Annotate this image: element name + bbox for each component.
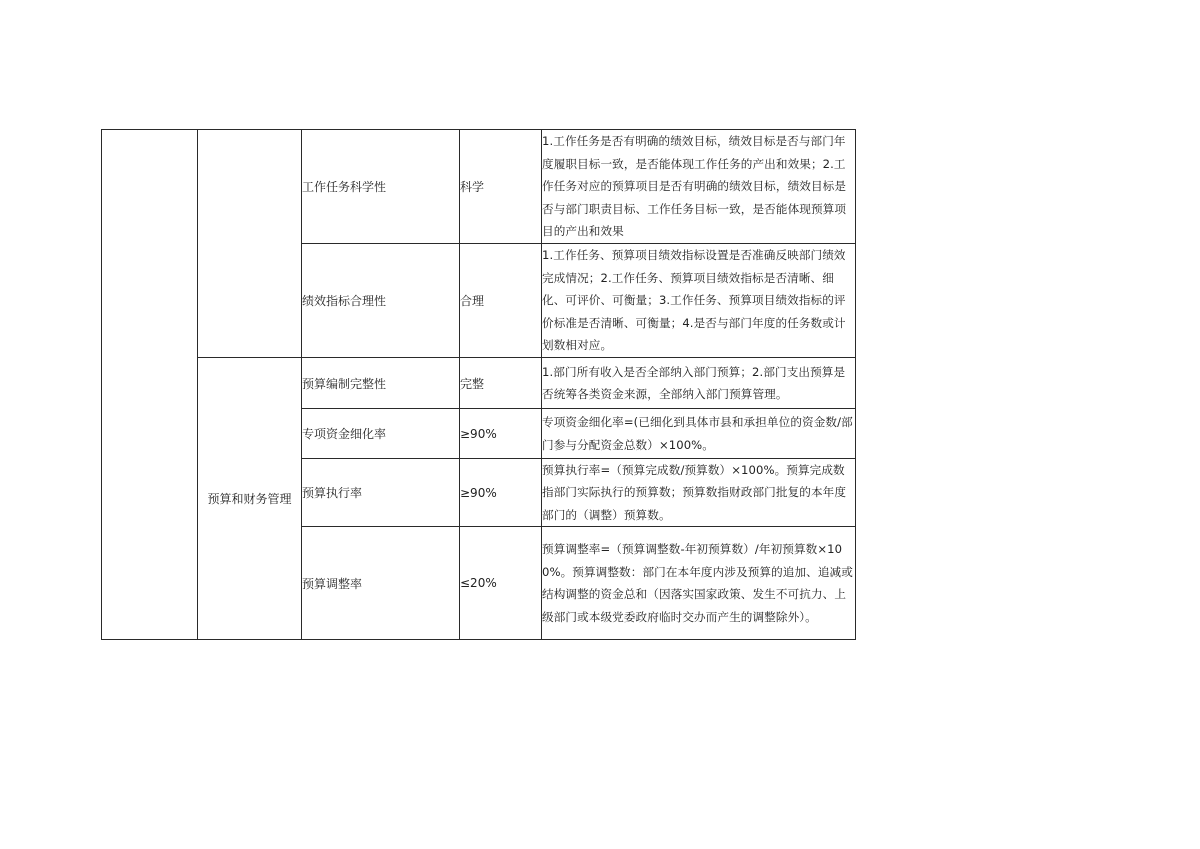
indicator-standard: 科学 bbox=[460, 130, 542, 244]
indicator-name: 绩效指标合理性 bbox=[302, 244, 460, 358]
indicator-description: 预算执行率=（预算完成数/预算数）×100%。预算完成数指部门实际执行的预算数；预算数指财政部门批复的本年度部门的（调整）预算数。 bbox=[542, 463, 847, 522]
category-label: 预算和财务管理 bbox=[207, 491, 292, 506]
indicator-name: 预算编制完整性 bbox=[302, 358, 460, 409]
table-row bbox=[102, 358, 856, 409]
indicator-description-cell bbox=[542, 409, 856, 459]
table-row bbox=[102, 130, 856, 244]
indicator-description: 1.部门所有收入是否全部纳入部门预算；2.部门支出预算是否统筹各类资金来源，全部纳入部门预算管理。 bbox=[542, 364, 846, 401]
indicator-name: 专项资金细化率 bbox=[302, 409, 460, 459]
indicator-description-cell bbox=[542, 358, 856, 409]
indicator-description: 预算调整率=（预算调整数-年初预算数）/年初预算数×100%。预算调整数：部门在本年度内涉及预算的追加、追减或结构调整的资金总和（因落实国家政策、发生不可抗力、上级部门或本级党委政府临时交办而产生的调整除外）。 bbox=[542, 542, 853, 624]
indicator-name: 预算执行率 bbox=[302, 459, 460, 527]
indicator-description-cell bbox=[542, 459, 856, 527]
category-cell bbox=[198, 358, 302, 640]
indicator-description-cell bbox=[542, 244, 856, 358]
indicator-description-cell bbox=[542, 130, 856, 244]
indicator-standard: ≥90% bbox=[460, 409, 542, 459]
indicator-standard: 合理 bbox=[460, 244, 542, 358]
indicator-description: 1.工作任务是否有明确的绩效目标，绩效目标是否与部门年度履职目标一致，是否能体现工作任务的产出和效果；2.工作任务对应的预算项目是否有明确的绩效目标，绩效目标是否与部门职责目标、工作任务目标一致，是否能体现预算项目的产出和效果 bbox=[542, 134, 847, 239]
indicator-description: 专项资金细化率=(已细化到具体市县和承担单位的资金数/部门参与分配资金总数）×100%。 bbox=[542, 415, 853, 452]
indicator-standard: ≤20% bbox=[460, 527, 542, 640]
indicator-description: 1.工作任务、预算项目绩效指标设置是否准确反映部门绩效完成情况；2.工作任务、预算项目绩效指标是否清晰、细化、可评价、可衡量；3.工作任务、预算项目绩效指标的评价标准是否清晰、可衡量；4.是否与部门年度的任务数或计划数相对应。 bbox=[542, 248, 846, 353]
indicator-name: 工作任务科学性 bbox=[302, 130, 460, 244]
indicator-description-cell bbox=[542, 527, 856, 640]
indicator-table bbox=[101, 129, 856, 640]
level2-cell bbox=[198, 130, 302, 358]
indicator-name: 预算调整率 bbox=[302, 527, 460, 640]
indicator-standard: 完整 bbox=[460, 358, 542, 409]
indicator-standard: ≥90% bbox=[460, 459, 542, 527]
level1-cell bbox=[102, 130, 198, 640]
